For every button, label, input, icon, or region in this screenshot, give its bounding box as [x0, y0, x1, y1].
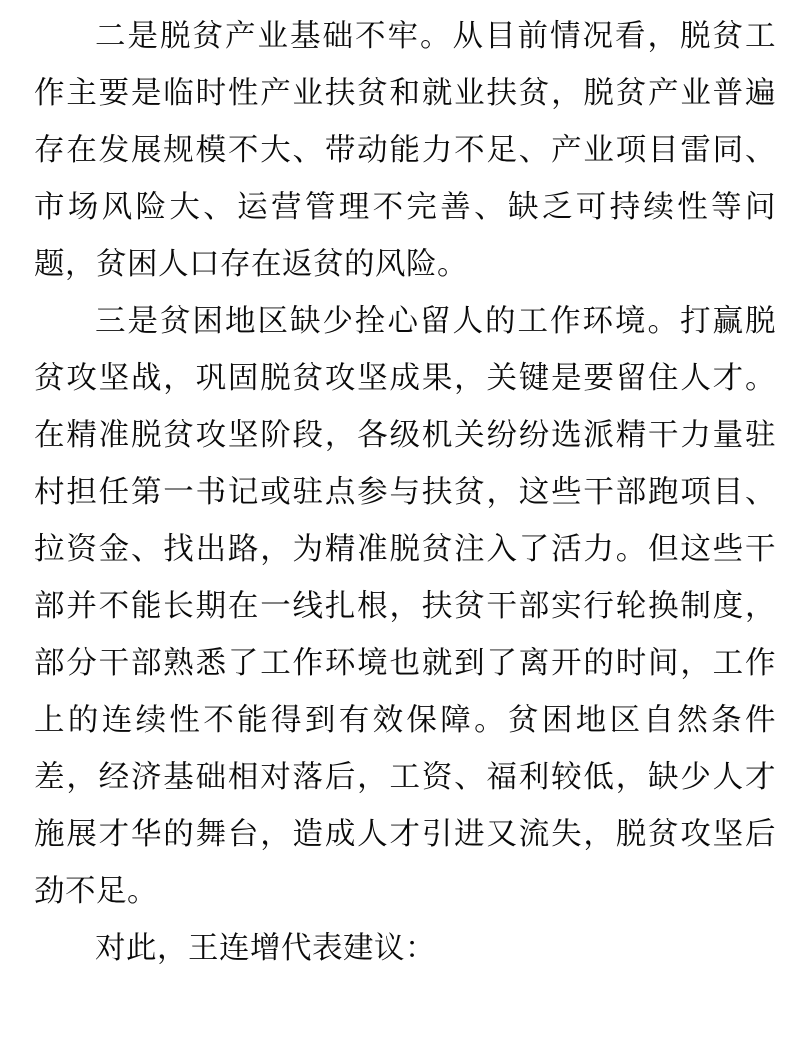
paragraph-3: 对此，王连增代表建议：	[95, 931, 436, 966]
paragraph-1: 二是脱贫产业基础不牢。从目前情况看，脱贫工作主要是临时性产业扶贫和就业扶贫，脱贫产业普遍存在发展规模不大、带动能力不足、产业项目雷同、市场风险大、运营管理不完善、缺乏可持续性等问题，贫困人口存在返贫的风险。	[34, 19, 776, 282]
paragraph-2: 三是贫困地区缺少拴心留人的工作环境。打赢脱贫攻坚战，巩固脱贫攻坚成果，关键是要留住人才。在精准脱贫攻坚阶段，各级机关纷纷选派精干力量驻村担任第一书记或驻点参与扶贫，这些干部跑项目、拉资金、找出路，为精准脱贫注入了活力。但这些干部并不能长期在一线扎根，扶贫干部实行轮换制度，部分干部熟悉了工作环境也就到了离开的时间，工作上的连续性不能得到有效保障。贫困地区自然条件差，经济基础相对落后，工资、福利较低，缺少人才施展才华的舞台，造成人才引进又流失，脱贫攻坚后劲不足。	[34, 304, 776, 909]
document-body	[34, 8, 776, 977]
